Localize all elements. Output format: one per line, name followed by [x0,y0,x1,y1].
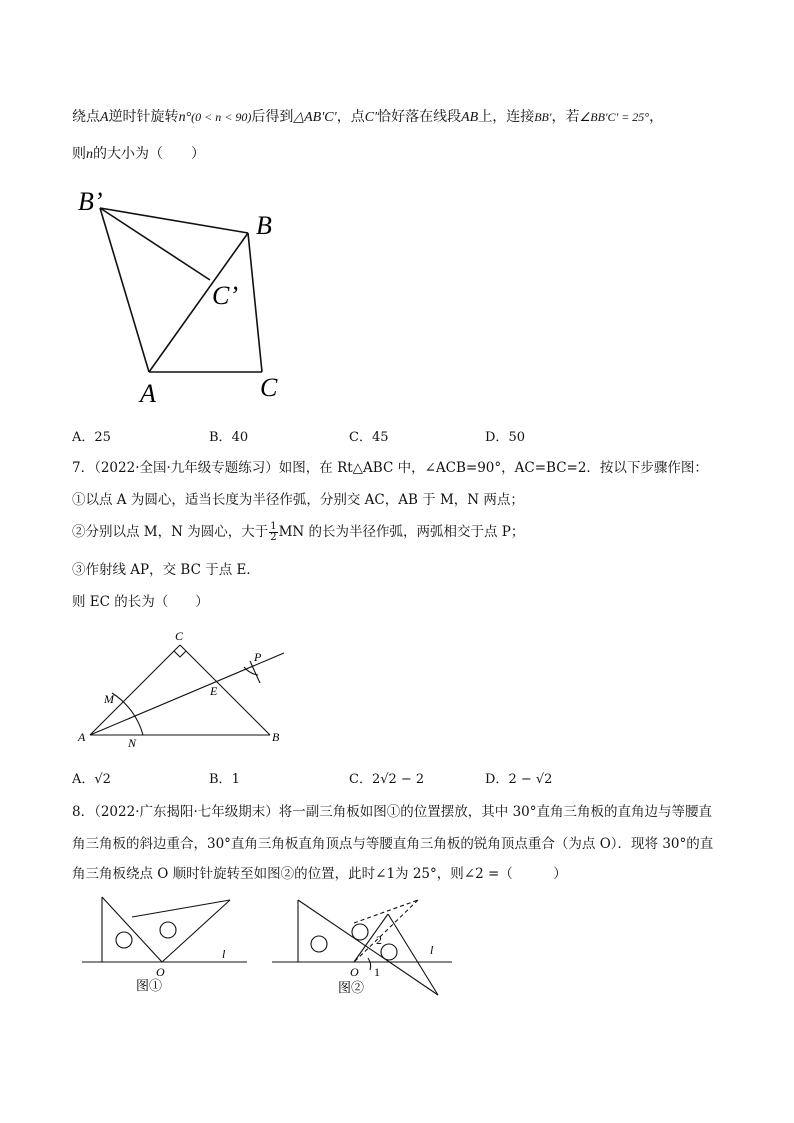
fraction-half: $\frac{1}{2}$ [270,521,277,543]
q7-step2: ②分别以点 M，N 为圆心，大于 $\frac{1}{2}$ MN 的长为半径作弧，两弧相交于点 P； [72,521,525,543]
fig2-label-O: O [350,965,359,979]
q6-option-a[interactable]: A．25 [72,430,111,445]
q8-figure1 [82,892,252,1002]
q7-stem: 7．（2022·全国·九年级专题练习）如图，在 Rt△ABC 中，∠ACB=90°，AC=BC=2．按以下步骤作图： [72,460,708,476]
label-B-prime: B’ [78,187,103,216]
q7-label-A: A [78,730,86,744]
q7-option-b[interactable]: B．1 [209,772,240,787]
q7-ask: 则 EC 的长为（ ） [72,594,209,610]
q7-figure [72,625,292,750]
q7-step3: ③作射线 AP，交 BC 于点 E． [72,562,260,578]
q7-option-d[interactable]: D．2 − √2 [485,772,553,787]
fig2-label-2: 2 [376,933,382,947]
fig1-label-l: l [222,947,226,961]
q7-step1: ①以点 A 为圆心，适当长度为半径作弧，分别交 AC，AB 于 M，N 两点； [72,492,524,508]
q8-line1: 8．（2022·广东揭阳·七年级期末）将一副三角板如图①的位置摆放，其中 30°直角三角板的直角边与等腰直 [72,804,712,820]
fig1-caption: 图① [136,978,163,993]
q7-label-P: P [254,650,262,664]
fig2-caption: 图② [338,980,365,995]
q6-option-b[interactable]: B．40 [209,430,249,445]
q7-option-c[interactable]: C．2√2 − 2 [349,772,425,787]
q6-figure [70,170,300,410]
q7-label-M: M [104,692,114,706]
q7-label-N: N [128,736,137,750]
label-C: C [260,373,278,402]
label-C-prime: C’ [212,281,238,310]
q7-label-B: B [272,730,280,744]
q6-option-d[interactable]: D．50 [485,430,525,445]
fig1-label-O: O [156,965,165,979]
fig2-label-l: l [430,943,434,957]
q8-line3: 角三角板绕点 O 顺时针旋转至如图②的位置，此时∠1为 25°，则∠2 =（ ） [72,866,567,882]
q7-label-E: E [210,684,218,698]
q8-figure2 [272,892,462,1012]
q7-option-a[interactable]: A．√2 [72,772,111,787]
q8-line2: 角三角板的斜边重合，30°直角三角板直角顶点与等腰直角三角板的锐角顶点重合（为点 O）．现将 30°的直 [72,836,714,852]
q6-option-c[interactable]: C．45 [349,430,389,445]
q6-line2: 则n的大小为（ ） [72,146,205,162]
label-A: A [140,379,156,408]
q6-line1: 绕点A逆时针旋转n°(0 < n < 90)后得到△AB′C′，点C′恰好落在线段AB上，连接BB′，若∠BB′C′ = 25°， [72,109,664,125]
label-B: B [256,211,272,240]
fig2-label-1: 1 [374,965,380,979]
q7-label-C: C [175,629,184,643]
